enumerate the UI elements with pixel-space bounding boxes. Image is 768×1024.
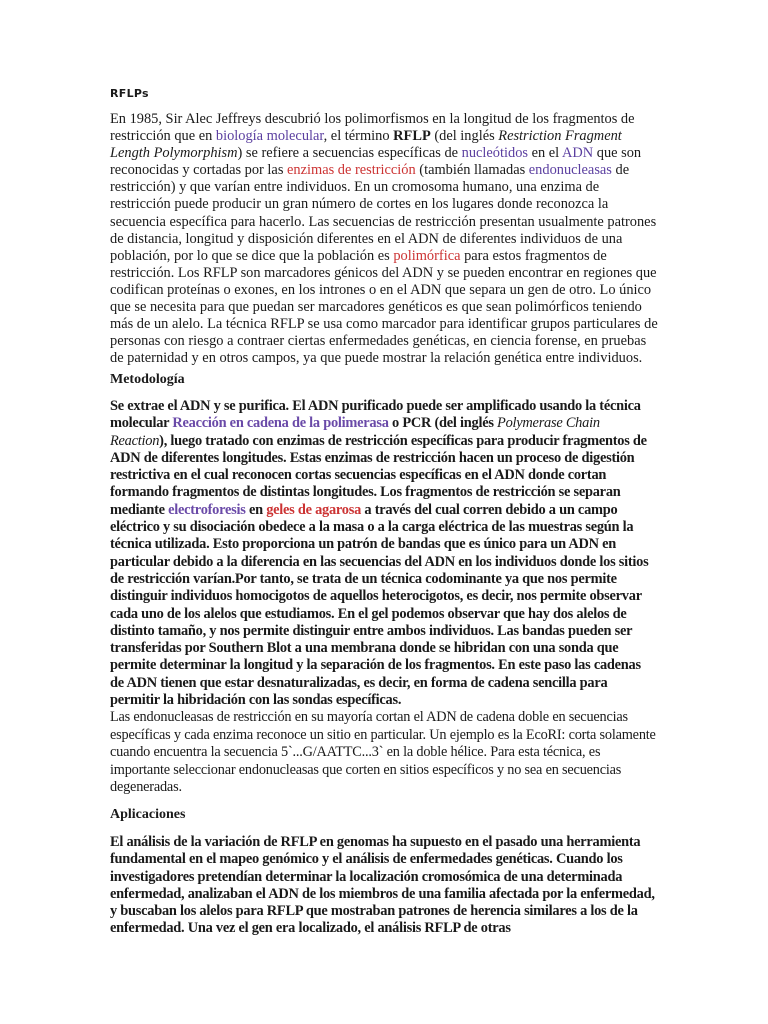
link-polimorfica[interactable]: polimórfica [393,247,461,264]
link-enzimas-restriccion[interactable]: enzimas de restricción [287,162,416,179]
text-run: en el [528,145,562,162]
text-run: Se extrae el ADN y se purifica. El ADN purificado puede ser amplificado usando la técnica molecular [110,398,641,432]
text-run: , el término [323,128,394,145]
text-run: para estos fragmentos de restricción. Los RFLP son marcadores génicos del ADN y se pueden encontrar en regiones que codifican proteínas o exones, en los intrones o en el ADN que separa un gen de otro. Lo único que se necesita para que puedan ser marcadores genéticos es que sean polimórficos teniendo más de un alelo. La técnica RFLP se usa como marcador para identificar grupos particulares de personas con riesgo a contraer ciertas enfermedades genéticas, en ciencia forense, en pruebas de paternidad y en otros campos, ya que puede mostrar la relación genética entre individuos. [110,247,658,367]
link-adn[interactable]: ADN [561,145,594,162]
link-biologia-molecular[interactable]: biología molecular [215,128,324,145]
heading-aplicaciones: Aplicaciones [110,807,186,822]
term-rflp: RFLP [393,128,431,145]
text-run: (también llamadas [415,162,529,179]
intro-paragraph [110,111,658,367]
link-electroforesis[interactable]: electroforesis [168,501,246,518]
link-pcr[interactable]: Reacción en cadena de la polimerasa [172,415,389,432]
text-run: o PCR (del inglés [388,415,498,432]
metodologia-paragraph [110,398,658,709]
text-run: En 1985, Sir Alec Jeffreys descubrió los polimorfismos en la longitud de los fragmentos de restricción que en [110,111,635,145]
text-run: que son reconocidas y cortadas por las [110,145,642,179]
heading-metodologia: Metodología [110,372,185,387]
text-run: en [245,501,267,518]
english-term: Restriction Fragment Length Polymorphism [110,128,622,162]
endonucleasas-paragraph: Las endonucleasas de restricción en su mayoría cortan el ADN de cadena doble en secuencias específicas y cada enzima reconoce un sitio en particular. Un ejemplo es la EcoRI: corta solamente cuando encuentra la secuencia 5`...G/AATTC...3` en la doble hélice. Para esta técnica, es importante seleccionar endonucleasas que corten en sitios específicos y no sea en secuencias degeneradas. [110,709,656,795]
text-run: (del inglés [430,128,499,145]
link-endonucleasas[interactable]: endonucleasas [528,162,612,179]
text-run: ) se refiere a secuencias específicas de [237,145,462,162]
text-run: a través del cual corren debido a un campo eléctrico y su disociación obedece a la masa o a la carga eléctrica de las muestras según la técnica utilizada. Esto proporciona un patrón de bandas que es único para un ADN en particular debido a la diferencia en las secuencias del ADN en los individuos donde los sitios de restricción varían.Por tanto, se trata de un técnica codominante ya que nos permite distinguir individuos homocigotos de aquellos heterocigotos, es decir, nos permite observar cada uno de los alelos que estudiamos. En el gel podemos observar que hay dos alelos de distinto tamaño, y nos permite distinguir entre ambos individuos. Las bandas pueden ser transferidas por Southern Blot a una membrana donde se hibridan con una sonda que permite determinar la longitud y la separación de los fragmentos. En este paso las cadenas de ADN tienen que estar desnaturalizadas, es decir, en forma de cadena sencilla para permitir la hibridación con las sondas específicas. [110,501,649,709]
document-title: RFLPs [110,87,149,100]
english-term: Polymerase Chain Reaction [110,415,600,449]
text-run: de restricción) y que varían entre individuos. En un cromosoma humano, una enzima de restricción puede producir un gran número de cortes en los lugares donde reconozca la secuencia específica para hacerlo. Las secuencias de restricción presentan usualmente patrones de distancia, longitud y disposición diferentes en el ADN de diferentes individuos de una población, por lo que se dice que la población es [110,162,657,264]
aplicaciones-paragraph: El análisis de la variación de RFLP en genomas ha supuesto en el pasado una herramienta fundamental en el mapeo genómico y el análisis de enfermedades genéticas. Cuando los investigadores pretendían determinar la localización cromosómica de una determinada enfermedad, analizaban el ADN de los miembros de una familia afectada por la enfermedad, y buscaban los alelos para RFLP que mostraban patrones de herencia similares a los de la enfermedad. Una vez el gen era localizado, el análisis RFLP de otras [110,834,655,937]
link-nucleotidos[interactable]: nucleótidos [461,145,528,162]
link-geles-agarosa[interactable]: geles de agarosa [266,501,362,518]
text-run: ), luego tratado con enzimas de restricción específicas para producir fragmentos de ADN de diferentes longitudes. Estas enzimas de restricción hacen un proceso de digestión restrictiva en el cual reconocen cortas secuencias específicas en el ADN donde cortan formando fragmentos de distintas longitudes. Los fragmentos de restricción se separan mediante [110,432,647,518]
